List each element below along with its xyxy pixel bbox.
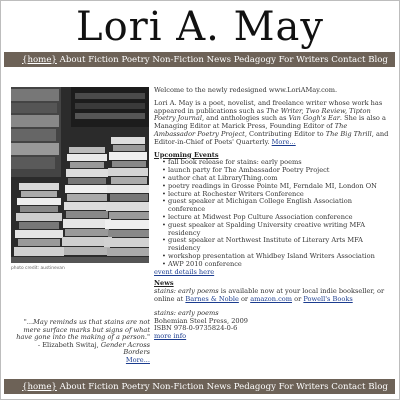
top-nav-for-writers[interactable]: For Writers	[278, 54, 329, 65]
top-nav-fiction[interactable]: Fiction	[88, 54, 119, 65]
bio-text-1: Lori A. May is a poet, novelist, and freelance writer whose work has appeared in publications such as	[154, 98, 383, 115]
news-2-title: stains: early poems	[154, 308, 219, 317]
news-1-text: is available now at your local indie bookseller, or online at	[154, 287, 385, 303]
top-nav-news[interactable]: News	[206, 54, 232, 65]
news-2-isbn: ISBN 978-0-9735824-0-6	[154, 324, 238, 333]
bio-big-thrill: The Big Thrill	[325, 129, 372, 138]
quote-author: - Elizabeth Switaj,	[37, 340, 101, 349]
news-heading: News	[154, 279, 174, 288]
bio-anthology: Van Gogh's Ear	[288, 114, 340, 123]
top-nav-contact[interactable]: Contact	[331, 54, 366, 65]
quote-attribution	[12, 342, 150, 357]
quote-source: Gender Across Borders	[100, 340, 150, 357]
powells-link[interactable]: Powell's Books	[303, 294, 353, 303]
event-item: • author chat at LibraryThing.com	[162, 175, 390, 183]
bottom-nav-pedagogy[interactable]: Pedagogy	[233, 381, 276, 392]
bio-more-link[interactable]: More...	[271, 137, 296, 146]
bottom-nav-fiction[interactable]: Fiction	[88, 381, 119, 392]
top-nav-home[interactable]: {home}	[22, 54, 57, 65]
news-2-publisher: Bohemian Steel Press, 2009	[154, 316, 249, 325]
bottom-nav	[4, 379, 395, 394]
news-item-2	[154, 310, 390, 341]
bottom-nav-poetry[interactable]: Poetry	[121, 381, 150, 392]
bio-paragraph	[154, 100, 390, 147]
quote-text: "...May reminds us that stains are not mere surface marks but signs of what have gone into the making of a person."	[16, 318, 150, 342]
events-heading: Upcoming Events	[154, 150, 219, 159]
bio-text-4: , Contributing Editor to	[244, 129, 326, 138]
bottom-nav-news[interactable]: News	[206, 381, 232, 392]
news-1-or-2: or	[292, 294, 304, 303]
top-nav	[4, 52, 395, 67]
news-1-or: or	[238, 294, 251, 303]
main-content	[154, 87, 390, 341]
news-2-more-link[interactable]: more info	[154, 332, 187, 341]
event-item: • lecture at Midwest Pop Culture Association conference	[162, 214, 390, 222]
event-item: • fall book release for stains: early poems	[162, 159, 390, 167]
top-nav-blog[interactable]: Blog	[368, 54, 388, 65]
site-title[interactable]: Lori A. May	[76, 4, 324, 50]
event-details-link[interactable]: event details here	[154, 267, 215, 276]
event-item: • guest speaker at Michigan College English Association conference	[162, 198, 390, 214]
news-item-1	[154, 288, 390, 304]
event-item: • AWP 2010 conference	[162, 261, 390, 269]
amazon-link[interactable]: amazon.com	[250, 294, 293, 303]
testimonial-quote	[12, 319, 150, 365]
event-item: • guest speaker at Northwest Institute of Literary Arts MFA residency	[162, 237, 390, 253]
bio-text-5: , and Editor-in-Chief of Poets' Quarterly.	[154, 129, 389, 146]
top-nav-about[interactable]: About	[59, 54, 86, 65]
top-nav-poetry[interactable]: Poetry	[121, 54, 150, 65]
bottom-nav-contact[interactable]: Contact	[331, 381, 366, 392]
barnes-noble-link[interactable]: Barnes & Noble	[185, 294, 239, 303]
book-stacks-image	[11, 87, 149, 263]
event-item: • workshop presentation at Whidbey Island Writers Association	[162, 253, 390, 261]
bottom-nav-non-fiction[interactable]: Non-Fiction	[152, 381, 204, 392]
bottom-nav-for-writers[interactable]: For Writers	[278, 381, 329, 392]
top-nav-pedagogy[interactable]: Pedagogy	[233, 54, 276, 65]
hero-photo	[11, 87, 149, 263]
top-nav-non-fiction[interactable]: Non-Fiction	[152, 54, 204, 65]
bio-text-2: and anthologies such as	[204, 114, 289, 123]
bio-ambassador: The Ambassador Poetry Project	[154, 122, 348, 138]
event-item: • guest speaker at Spalding University creative writing MFA residency	[162, 222, 390, 238]
event-item: • lecture at Rochester Writers Conference	[162, 191, 390, 199]
news-section	[154, 280, 390, 341]
event-item: • poetry readings in Grosse Pointe MI, Ferndale MI, London ON	[162, 183, 390, 191]
bottom-nav-home[interactable]: {home}	[22, 381, 57, 392]
bottom-nav-blog[interactable]: Blog	[368, 381, 388, 392]
event-item: • launch party for The Ambassador Poetry Project	[162, 167, 390, 175]
welcome-text: Welcome to the newly redesigned www.LoriAMay.com.	[154, 86, 338, 94]
news-1-title: stains: early poems	[154, 287, 219, 296]
bio-text-3: . She is also a Managing Editor at Marick Press, Founding Editor of	[154, 114, 386, 131]
quote-more-link[interactable]: More...	[125, 355, 150, 364]
photo-credit: photo credit: austinevan	[11, 266, 65, 271]
bio-publications: The Writer, Two Review, Tipton Poetry Journal,	[154, 106, 371, 123]
events-list	[154, 159, 390, 268]
bottom-nav-about[interactable]: About	[59, 381, 86, 392]
